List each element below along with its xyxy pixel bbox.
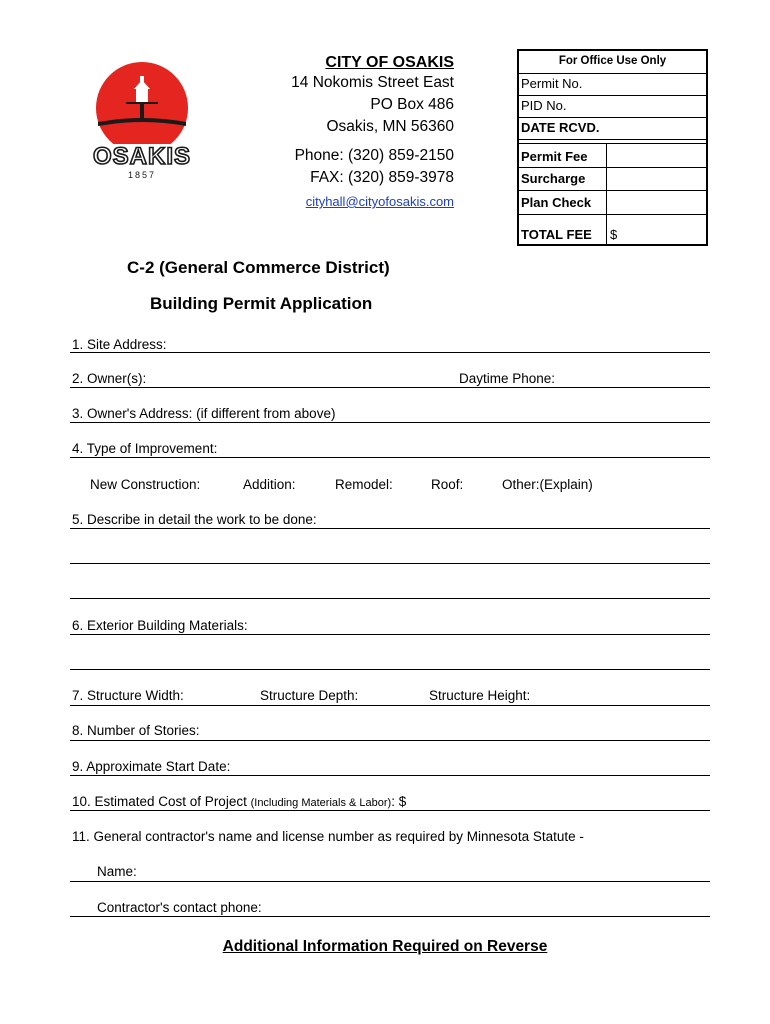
logo-year: 1857 [127,170,157,180]
site-address-field[interactable] [70,352,710,353]
owners-label: 2. Owner(s): [72,371,147,386]
office-box-divider [519,95,706,96]
structure-width-label: 7. Structure Width: [72,688,184,703]
work-description-label: 5. Describe in detail the work to be done: [72,512,317,527]
office-box-title: For Office Use Only [558,55,667,67]
owners-address-label: 3. Owner's Address: (if different from above) [72,406,336,421]
office-box-divider [519,214,706,215]
form-subtitle: Building Permit Application [150,294,373,313]
plan-check-label: Plan Check [521,195,592,210]
owners-field[interactable] [70,387,710,388]
address-line-1: 14 Nokomis Street East [291,74,454,91]
office-box-divider [519,139,706,140]
exterior-materials-line-2[interactable] [70,669,710,670]
email-link[interactable]: cityhall@cityofosakis.com [305,194,454,209]
option-roof[interactable]: Roof: [431,477,464,492]
exterior-materials-line-1[interactable] [70,634,710,635]
structure-height-label: Structure Height: [429,688,531,703]
option-other[interactable]: Other:(Explain) [502,477,593,492]
office-use-box [517,49,708,246]
start-date-label: 9. Approximate Start Date: [72,759,231,774]
total-fee-dollar: $ [610,227,618,242]
total-fee-label: TOTAL FEE [521,227,592,242]
structure-dimensions-field[interactable] [70,705,710,706]
estimated-cost-note: (Including Materials & Labor) [250,797,392,809]
option-addition[interactable]: Addition: [243,477,296,492]
city-logo [86,62,198,184]
work-description-line-1[interactable] [70,528,710,529]
work-description-line-3[interactable] [70,598,710,599]
surcharge-label: Surcharge [521,171,586,186]
estimated-cost-dollar: : $ [391,794,407,809]
owners-address-field[interactable] [70,422,710,423]
city-name: CITY OF OSAKIS [325,54,454,71]
contractor-phone-label: Contractor's contact phone: [97,900,262,915]
site-address-label: 1. Site Address: [72,337,167,352]
number-of-stories-label: 8. Number of Stories: [72,723,200,738]
office-box-divider [519,117,706,118]
fee-value-column [606,143,709,246]
exterior-materials-label: 6. Exterior Building Materials: [72,618,248,633]
contractor-name-label: Name: [97,864,137,879]
estimated-cost-label [72,794,406,811]
logo-text: OSAKIS [92,143,192,170]
daytime-phone-label: Daytime Phone: [459,371,556,386]
form-title: C-2 (General Commerce District) [127,258,390,277]
address-line-3: Osakis, MN 56360 [326,118,454,135]
phone-number: Phone: (320) 859-2150 [294,147,454,164]
reverse-side-note: Additional Information Required on Reverse [222,938,548,955]
contractor-phone-field[interactable] [70,916,710,917]
permit-fee-label: Permit Fee [521,149,588,164]
office-box-divider [519,190,706,191]
permit-no-label: Permit No. [521,76,583,91]
option-remodel[interactable]: Remodel: [335,477,393,492]
number-of-stories-field[interactable] [70,740,710,741]
office-box-divider [519,73,706,74]
contractor-label: 11. General contractor's name and license number as required by Minnesota Statute - [72,829,584,844]
office-box-divider [519,167,706,168]
improvement-type-field[interactable] [70,457,710,458]
work-description-line-2[interactable] [70,563,710,564]
structure-depth-label: Structure Depth: [260,688,359,703]
option-new-construction[interactable]: New Construction: [90,477,201,492]
contractor-name-field[interactable] [70,881,710,882]
estimated-cost-field[interactable] [70,810,710,811]
improvement-type-label: 4. Type of Improvement: [72,441,218,456]
address-line-2: PO Box 486 [370,96,454,113]
estimated-cost-text: 10. Estimated Cost of Project [72,794,247,809]
date-rcvd-label: DATE RCVD. [521,120,600,135]
fax-number: FAX: (320) 859-3978 [310,169,454,186]
start-date-field[interactable] [70,775,710,776]
pid-no-label: PID No. [521,98,567,113]
